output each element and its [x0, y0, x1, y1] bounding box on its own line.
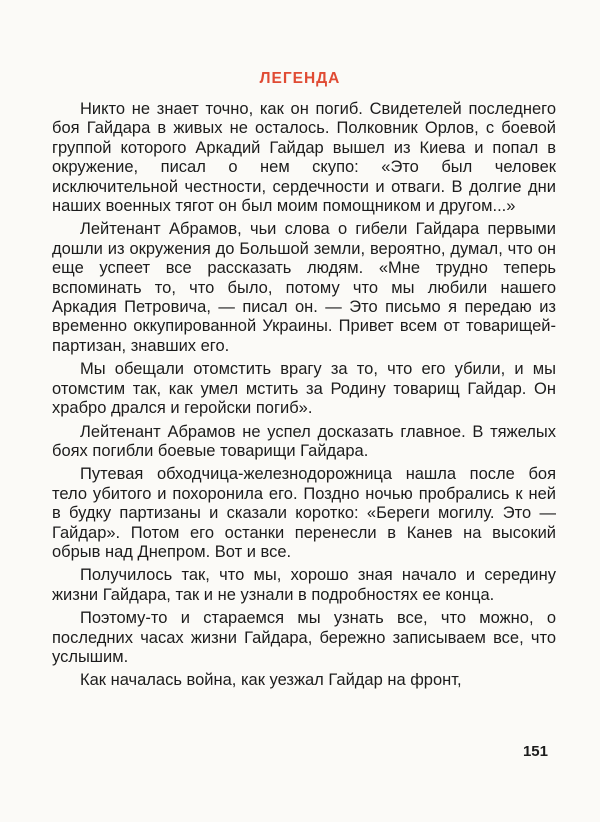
paragraph: Мы обещали отомстить врагу за то, что его убили, и мы отомстим так, как умел мстить за Родину товарищ Гайдар. Он храбро дрался и геройски погиб».	[52, 360, 556, 418]
paragraph: Путевая обходчица-железнодорожница нашла после боя тело убитого и похоронила его. Поздно ночью пробрались к ней в будку партизаны и сказали коротко: «Береги могилу. Это — Гайдар». Потом его останки перенесли в Канев на высокий обрыв над Днепром. Вот и все.	[52, 465, 556, 561]
chapter-title: ЛЕГЕНДА	[259, 70, 341, 87]
paragraph: Поэтому-то и стараемся мы узнать все, что можно, о последних часах жизни Гайдара, бережно записываем все, что услышим.	[52, 609, 556, 666]
paragraph: Лейтенант Абрамов не успел досказать главное. В тяжелых боях погибли боевые товарищи Гайдара.	[52, 422, 556, 460]
body-text	[52, 100, 556, 695]
paragraph: Никто не знает точно, как он погиб. Свидетелей последнего боя Гайдара в живых не осталось. Полковник Орлов, с боевой группой которого Аркадий Гайдар вышел из Киева и попал в окружение, писал о нем скупо: «Это был человек исключительной честности, сердечности и отваги. В долгие дни наших военных тягот он был моим помощником и другом...»	[52, 100, 556, 216]
paragraph: Как началась война, как уезжал Гайдар на фронт,	[80, 671, 462, 690]
paragraph: Получилось так, что мы, хорошо зная начало и середину жизни Гайдара, так и не узнали в подробностях ее конца.	[52, 566, 556, 604]
paragraph: Лейтенант Абрамов, чьи слова о гибели Гайдара первыми дошли из окружения до Большой земли, вероятно, думал, что он еще успеет все рассказать людям. «Мне трудно теперь вспоминать то, что было, потому что мы любили нашего Аркадия Петровича, — писал он. — Это письмо я передаю из временно оккупированной Украины. Привет всем от товарищей-партизан, знавших его.	[52, 220, 556, 355]
page-number: 151	[522, 743, 548, 760]
